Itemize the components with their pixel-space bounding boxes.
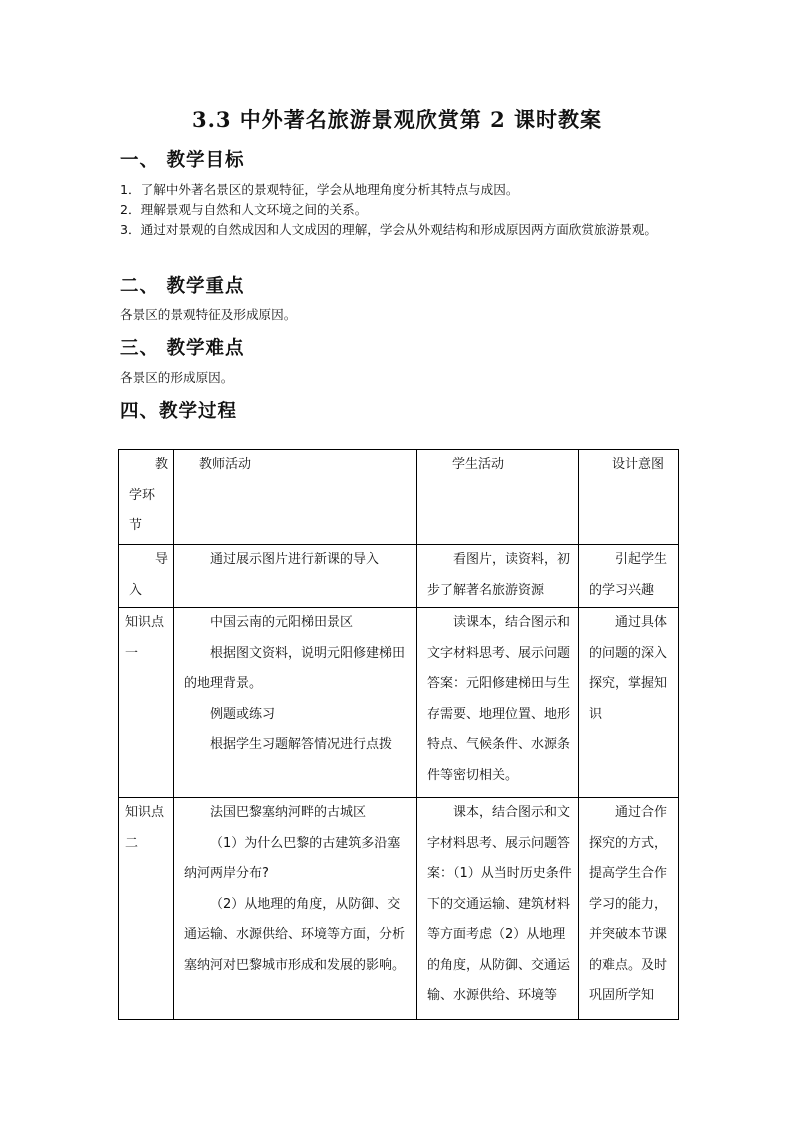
cell-stage: 知识点二 — [119, 798, 174, 1020]
heading-key-points: 二、 教学重点 — [120, 276, 245, 297]
cell-intent — [579, 608, 679, 798]
cell-student — [417, 608, 579, 798]
heading-teaching-process: 四、教学过程 — [120, 401, 238, 422]
cell-teacher — [174, 798, 417, 1020]
difficulties-text: 各景区的形成原因。 — [120, 370, 234, 385]
table-header-row — [119, 450, 679, 545]
goals-list — [120, 180, 685, 240]
table-row — [119, 545, 679, 608]
cell-student — [417, 798, 579, 1020]
cell-line: 通过具体的问题的深入探究，掌握知识 — [589, 615, 668, 722]
cell-teacher — [174, 545, 417, 608]
cell-line: 法国巴黎塞纳河畔的古城区 — [210, 805, 367, 820]
table-row — [119, 608, 679, 798]
table-row — [119, 798, 679, 1020]
cell-stage: 知识点一 — [119, 608, 174, 798]
cell-line: （1）为什么巴黎的古建筑多沿塞纳河两岸分布? — [184, 835, 401, 881]
cell-stage: 导入 — [119, 545, 174, 608]
header-student: 学生活动 — [417, 450, 579, 545]
cell-line: 通过展示图片进行新课的导入 — [210, 552, 380, 567]
cell-line: 看图片，读资料，初步了解著名旅游资源 — [427, 552, 571, 598]
key-points-text: 各景区的景观特征及形成原因。 — [120, 307, 297, 322]
teaching-process-table — [118, 449, 679, 1020]
cell-line: 中国云南的元阳梯田景区 — [210, 615, 354, 630]
cell-intent — [579, 545, 679, 608]
header-stage: 教学环节 — [119, 450, 174, 545]
cell-line: 根据学生习题解答情况进行点拨 — [210, 737, 393, 752]
goal-item-1: 1．了解中外著名景区的景观特征，学会从地理角度分析其特点与成因。 — [120, 182, 519, 197]
document-title: 3.3 中外著名旅游景观欣赏第 2 课时教案 — [191, 107, 603, 132]
cell-line: （2）从地理的角度，从防御、交通运输、水源供给、环境等方面，分析塞纳河对巴黎城市形成和发展的影响。 — [184, 896, 406, 973]
cell-line: 根据图文资料，说明元阳修建梯田的地理背景。 — [184, 645, 406, 691]
goal-item-2: 2．理解景观与自然和人文环境之间的关系。 — [120, 202, 368, 217]
cell-line: 例题或练习 — [210, 706, 276, 722]
cell-line: 通过合作探究的方式，提高学生合作学习的能力，并突破本节课的难点。及时巩固所学知 — [589, 805, 668, 1003]
cell-intent — [579, 798, 679, 1020]
heading-difficulties: 三、 教学难点 — [120, 338, 245, 359]
header-teacher: 教师活动 — [174, 450, 417, 545]
cell-line: 引起学生的学习兴趣 — [589, 552, 668, 598]
cell-line: 读课本，结合图示和文字材料思考、展示问题答案：元阳修建梯田与生存需要、地理位置、地形特点、气候条件、水源条件等密切相关。 — [427, 615, 571, 783]
cell-student — [417, 545, 579, 608]
header-intent: 设计意图 — [579, 450, 679, 545]
heading-teaching-goals: 一、 教学目标 — [120, 150, 245, 171]
cell-teacher — [174, 608, 417, 798]
cell-line: 课本，结合图示和文字材料思考、展示问题答案：（1）从当时历史条件下的交通运输、建筑材料等方面考虑（2）从地理的角度，从防御、交通运输、水源供给、环境等 — [427, 805, 572, 1003]
goal-item-3: 3．通过对景观的自然成因和人文成因的理解，学会从外观结构和形成原因两方面欣赏旅游景观。 — [120, 222, 657, 237]
